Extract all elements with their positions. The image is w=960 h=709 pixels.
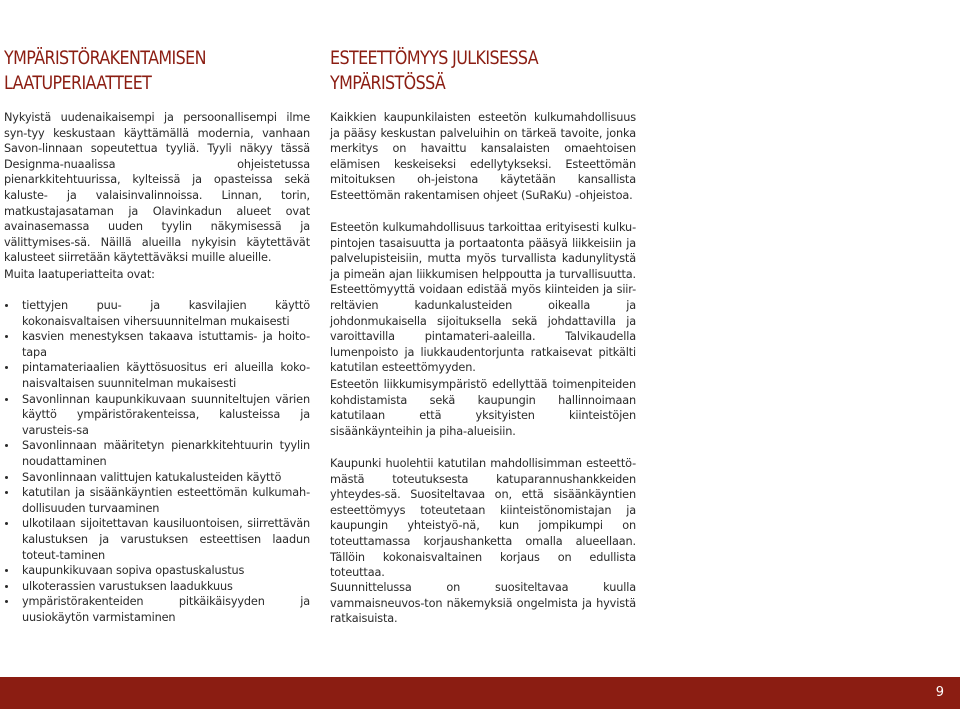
bullet-icon [5,366,8,369]
list-item-text: Savonlinnan kaupunkikuvaan suunniteltujen värien käyttö ympäristörakenteissa, kalusteissa ja varusteis-sa [22,392,310,437]
body-paragraph: Esteetön liikkumisympäristö edellyttää toimenpiteiden kohdistamista sekä kaupungin hallinnoimaan katutilaan että yksityisten kiinteistöjen sisäänkäynteihin ja piha-alueisiin. [330,378,636,438]
list-item [4,360,310,391]
list-item-text: Savonlinnaan määritetyn pienarkkitehtuurin tyylin noudattaminen [22,439,310,468]
list-item-text: pintamateriaalien käyttösuositus eri alueilla koko-naisvaltaisen suunnitelman mukaisesti [22,361,310,390]
heading-line: YMPÄRISTÖSSÄ [330,73,446,94]
principles-lead: Muita laatuperiatteita ovat: [4,268,155,281]
list-item [4,516,310,563]
section-heading-environment [4,46,206,96]
list-item-text: ympäristörakenteiden pitkäikäisyyden ja uusiokäytön varmistaminen [22,595,310,624]
list-item-text: tiettyjen puu- ja kasvilajien käyttö kokonaisvaltaisen vihersuunnitelman mukaisesti [22,299,310,328]
heading-line: ESTEETTÖMYYS JULKISESSA [330,48,538,69]
bullet-icon [5,600,8,603]
bullet-icon [5,444,8,447]
body-paragraph: Suunnittelussa on suositeltavaa kuulla vammaisneuvos-ton näkemyksiä ongelmista ja hyvistä ratkaisuista. [330,581,636,626]
bullet-icon [5,335,8,338]
bullet-icon [5,398,8,401]
principles-list [4,298,310,625]
bullet-icon [5,585,8,588]
list-item-text: katutilan ja sisäänkäyntien esteettömän kulkumah-dollisuuden turvaaminen [22,486,310,515]
bullet-icon [5,491,8,494]
list-item [4,298,310,329]
section-heading-accessibility [330,46,538,96]
list-item [4,579,310,595]
list-item-text: kaupunkikuvaan sopiva opastuskalustus [22,564,245,578]
list-item [4,438,310,469]
heading-line: LAATUPERIAATTEET [4,73,152,94]
bullet-icon [5,569,8,572]
footer-bar [0,677,960,709]
list-item-text: Savonlinnaan valittujen katukalusteiden käyttö [22,470,282,484]
bullet-icon [5,522,8,525]
bullet-icon [5,476,8,479]
list-item-text: ulkoterassien varustuksen laadukkuus [22,579,233,593]
heading-line: YMPÄRISTÖRAKENTAMISEN [4,48,206,69]
body-paragraph: Kaikkien kaupunkilaisten esteetön kulkumahdollisuus ja pääsy keskustan palveluihin on tärkeä tavoite, jonka merkitys on havaittu kansalaisten omaehtoisen elämisen keskeiseksi edellytykseksi. Esteettömän mitoituksen oh-jeistona käytetään kansallista Esteettömän rakentamisen ohjeet (SuRaKu) -ohjeistoa. [330,111,636,202]
list-item-text: ulkotilaan sijoitettavan kausiluontoisen, siirrettävän kalustuksen ja varustuksen esteettisen laadun toteut-taminen [22,517,310,562]
list-item [4,594,310,625]
intro-paragraph: Nykyistä uudenaikaisempi ja persoonallisempi ilme syn-tyy keskustaan käyttämällä modernia, vanhaan Savon-linnaan sopeutettua tyyliä. Tyyli näkyy tässä Designma-nuaalissa ohjeistetussa pienarkkitehtuurissa, kylteissä ja opasteissa sekä kaluste- ja valaisinvalinnoissa. Linnan, torin, matkustajasataman ja Olavinkadun alueet ovat avainasemassa uuden tyylin näkymisessä ja välittymises-sä. Näillä alueilla nykyisin käytettävät kalusteet siirretään käytettäväksi muille alueille. [4,111,310,265]
bullet-icon [5,304,8,307]
page-number: 9 [935,685,944,700]
list-item [4,392,310,439]
list-item [4,563,310,579]
body-paragraph: Esteetön kulkumahdollisuus tarkoittaa erityisesti kulku-pintojen tasaisuutta ja portaatonta pääsyä liikkeisiin ja palvelupisteisiin, mutta myös turvallista kadunylitystä ja pimeän ajan liikkumisen helppoutta ja turvallisuutta. Esteettömyyttä voidaan edistää myös kiinteiden ja siir-reltävien kadunkalusteiden oikealla ja johdonmukaisella sijoituksella sekä johdattavilla ja varoittavilla pintamateri-aaleilla. Talvikaudella lumenpoisto ja liukkaudentorjunta ratkaisevat pitkälti katutilan esteettömyyden. [330,221,636,375]
list-item [4,329,310,360]
list-item [4,485,310,516]
list-item [4,470,310,486]
body-paragraph: Kaupunki huolehtii katutilan mahdollisimman esteettö-mästä toteutuksesta katuparannushankkeiden yhteydes-sä. Suositeltavaa on, että sisäänkäyntien esteettömyys toteutetaan kiinteistönomistajan ja kaupungin yhteistyö-nä, kun jompikumpi on toteuttamassa korjaushanketta omalla alueellaan. Tällöin kokonaisvaltainen korjaus on edullista toteuttaa. [330,457,636,580]
list-item-text: kasvien menestyksen takaava istuttamis- ja hoito-tapa [22,330,310,359]
